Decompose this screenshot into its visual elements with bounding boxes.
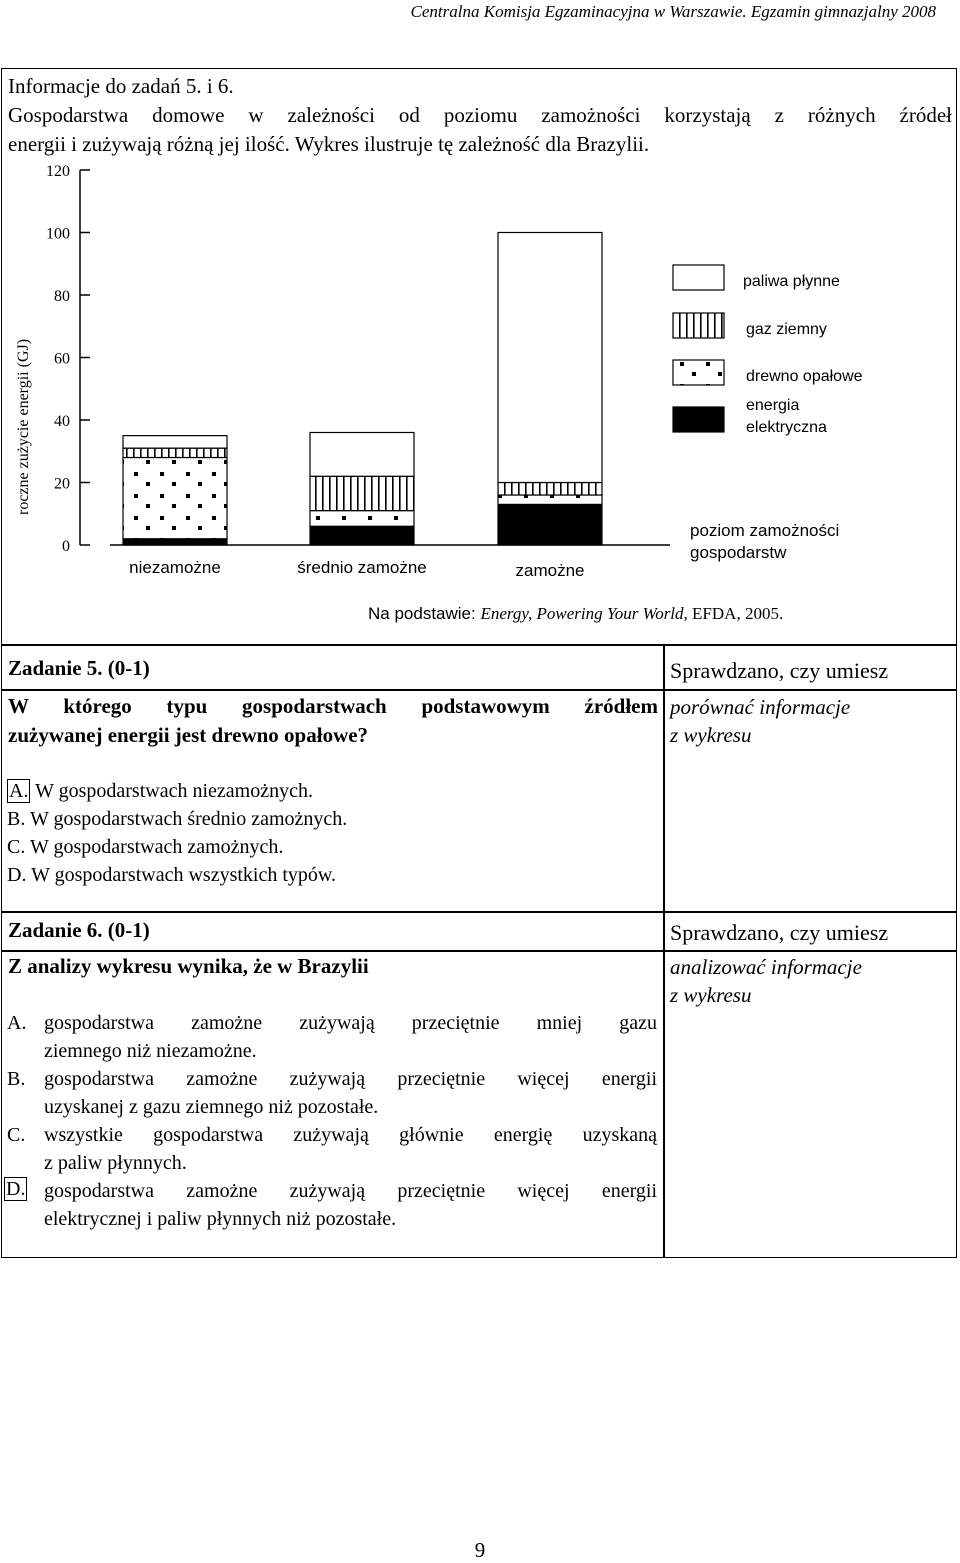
task6-option-a[interactable]	[7, 1009, 657, 1065]
legend-swatch	[673, 265, 724, 290]
chart-source	[368, 604, 783, 624]
task5-title: Zadanie 5. (0-1)	[8, 656, 150, 680]
bar-segment-drewno-opałowe	[123, 458, 227, 539]
legend-label: paliwa płynne	[743, 273, 840, 290]
x-axis-title	[690, 521, 844, 562]
task5-question-line-2: zużywanej energii jest drewno opałowe?	[8, 723, 369, 747]
y-tick-label: 60	[54, 350, 70, 368]
legend-label: drewno opałowe	[746, 368, 863, 385]
task6-skill-line-2: z wykresu	[670, 983, 752, 1007]
x-tick-label: zamożne	[515, 561, 585, 580]
column-divider	[663, 644, 665, 1258]
bar-segment-energia-elektryczna	[498, 504, 602, 545]
x-axis-title-line-1: poziom zamożności	[690, 521, 840, 540]
task6-option-d[interactable]	[7, 1177, 657, 1233]
task6-skill-line-1: analizować informacje	[670, 955, 862, 979]
legend-swatch	[673, 313, 724, 338]
option-letter: C.	[7, 1124, 26, 1146]
task6-options	[7, 1009, 657, 1233]
bar-segment-paliwa-płynne	[310, 433, 414, 477]
option-letter: D.	[6, 1178, 26, 1200]
option-line-2: uzyskanej z gazu ziemnego niż pozostałe.	[44, 1096, 379, 1118]
y-tick-label: 20	[54, 475, 70, 493]
info-line-1: Gospodarstwa domowe w zależności od poziomu zamożności korzystają z różnych źródeł	[8, 103, 952, 127]
bar-segment-gaz-ziemny	[123, 448, 227, 457]
option-letter: C.	[7, 836, 26, 858]
task5-skill-line-1: porównać informacje	[670, 695, 851, 719]
option-text: W gospodarstwach średnio zamożnych.	[29, 808, 348, 830]
y-tick-label: 40	[54, 413, 70, 430]
info-title: Informacje do zadań 5. i 6.	[8, 74, 234, 98]
bar-segment-gaz-ziemny	[498, 483, 602, 496]
option-line-1: gospodarstwa zamożne zużywają przeciętnie więcej energii	[44, 1180, 657, 1202]
bar-segment-energia-elektryczna	[310, 526, 414, 545]
option-line-2: ziemnego niż niezamożne.	[44, 1040, 257, 1062]
bar-segment-drewno-opałowe	[498, 495, 602, 504]
option-line-1: gospodarstwa zamożne zużywają przeciętnie więcej energii	[44, 1068, 657, 1090]
option-text: W gospodarstwach zamożnych.	[29, 836, 284, 858]
page-header: Centralna Komisja Egzaminacyjna w Warszawie. Egzamin gimnazjalny 2008	[410, 2, 936, 21]
x-axis-title-line-2: gospodarstw	[690, 543, 787, 562]
y-tick-label: 80	[54, 288, 70, 305]
source-title: Energy, Powering Your World	[480, 604, 684, 623]
option-text: W gospodarstwach niezamożnych.	[35, 780, 313, 802]
y-tick-label: 0	[62, 538, 70, 555]
bar-segment-gaz-ziemny	[310, 476, 414, 510]
option-letter: B.	[7, 1068, 26, 1090]
task5-option-b[interactable]	[7, 805, 347, 833]
y-axis	[46, 163, 90, 555]
option-letter: A.	[7, 1012, 27, 1034]
divider	[1, 689, 957, 691]
task5-question-line-1: W którego typu gospodarstwach podstawowym źródłem	[8, 694, 658, 718]
option-letter: B.	[7, 808, 26, 830]
task5-options	[7, 777, 347, 889]
option-line-1: gospodarstwa zamożne zużywają przeciętnie mniej gazu	[44, 1012, 657, 1034]
task5-option-a[interactable]	[7, 777, 347, 805]
task6-check-header: Sprawdzano, czy umiesz	[670, 920, 889, 945]
bar-segment-paliwa-płynne	[123, 436, 227, 449]
option-line-1: wszystkie gospodarstwa zużywają głównie energię uzyskaną	[44, 1124, 657, 1146]
energy-chart	[0, 160, 960, 600]
bar-segment-energia-elektryczna	[123, 539, 227, 545]
option-letter: A.	[9, 780, 29, 802]
page-number: 9	[474, 1538, 486, 1562]
bar-segment-drewno-opałowe	[310, 511, 414, 527]
task6-skill	[670, 953, 862, 1009]
legend-label-line: energia	[746, 397, 800, 414]
option-letter: D.	[7, 864, 27, 886]
task6-option-b[interactable]	[7, 1065, 657, 1121]
task5-skill-line-2: z wykresu	[670, 723, 752, 747]
legend-label-line: elektryczna	[746, 419, 827, 436]
bars	[110, 233, 670, 546]
option-line-2: elektrycznej i paliw płynnych niż pozostałe.	[44, 1208, 397, 1230]
legend-swatch	[673, 407, 724, 432]
legend-label	[746, 397, 827, 436]
task5-check-header: Sprawdzano, czy umiesz	[670, 658, 889, 683]
source-prefix: Na podstawie:	[368, 604, 481, 623]
x-axis-labels	[129, 558, 584, 580]
task6-option-c[interactable]	[7, 1121, 657, 1177]
task5-option-c[interactable]	[7, 833, 347, 861]
y-tick-label: 120	[46, 163, 70, 180]
legend-label: gaz ziemny	[746, 321, 827, 338]
source-suffix: , EFDA, 2005.	[683, 604, 784, 623]
task5-option-d[interactable]	[7, 861, 347, 889]
y-tick-label: 100	[46, 225, 70, 243]
divider	[1, 911, 957, 913]
task6-question: Z analizy wykresu wynika, że w Brazylii	[8, 954, 369, 978]
legend-swatch	[673, 360, 724, 385]
y-axis-label: roczne zużycie energii (GJ)	[15, 338, 32, 515]
x-tick-label: niezamożne	[129, 558, 221, 577]
option-line-2: z paliw płynnych.	[44, 1152, 187, 1174]
x-tick-label: średnio zamożne	[297, 558, 427, 577]
bar-segment-paliwa-płynne	[498, 233, 602, 483]
task6-title: Zadanie 6. (0-1)	[8, 918, 150, 942]
info-line-2: energii i zużywają różną jej ilość. Wykres ilustruje tę zależność dla Brazylii.	[8, 132, 650, 156]
legend	[673, 265, 863, 436]
option-text: W gospodarstwach wszystkich typów.	[31, 864, 337, 886]
divider	[1, 644, 957, 646]
task5-skill	[670, 693, 850, 749]
info-block	[8, 72, 952, 159]
task5-question	[8, 692, 658, 750]
